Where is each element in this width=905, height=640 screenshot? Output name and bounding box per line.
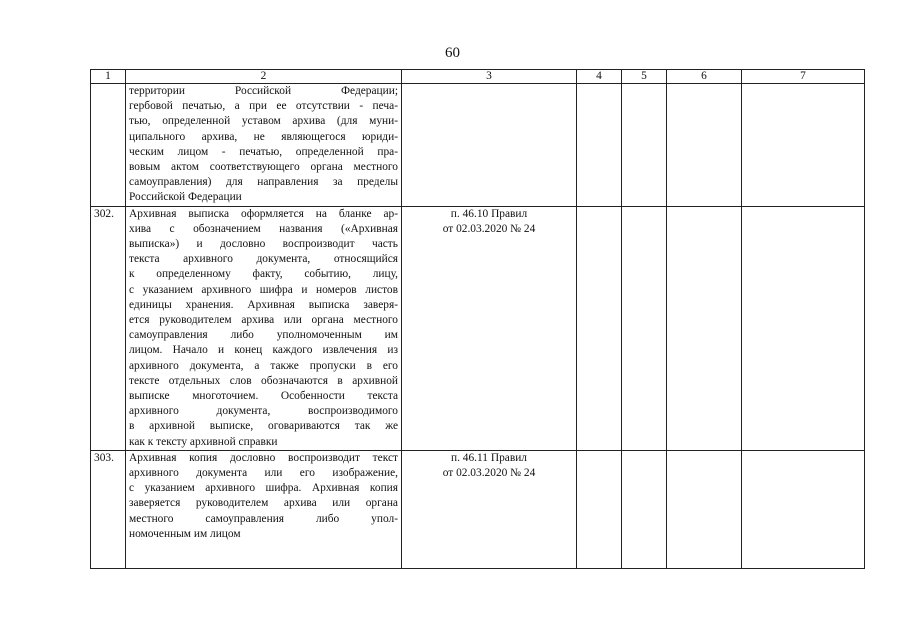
row-reference [402, 206, 577, 450]
text-line: гербовой печатью, а при ее отсутствии - печа- [129, 100, 398, 113]
text-line: к определенному факту, событию, лицу, [129, 268, 398, 281]
reference-line: п. 46.11 Правил [451, 451, 527, 464]
row-cell-5 [622, 450, 667, 568]
row-cell-6 [667, 84, 742, 207]
text-line: Российской Федерации [129, 191, 242, 204]
text-line: ется руководителем архива или органа местного [129, 314, 398, 327]
row-number: 303. [91, 450, 126, 568]
row-cell-6 [667, 206, 742, 450]
row-cell-6 [667, 450, 742, 568]
text-line: номоченным им лицом [129, 527, 241, 540]
text-line: ципального архива, не являющегося юриди- [129, 130, 398, 143]
table-row [91, 84, 865, 207]
text-line: лицом. Начало и конец каждого извлечения из [129, 344, 398, 357]
text-line: выписка») и дословно воспроизводит часть [129, 238, 398, 251]
text-line: как к тексту архивной справки [129, 435, 278, 448]
text-line: вовым актом соответствующего органа местного [129, 161, 398, 174]
reference-line: от 02.03.2020 № 24 [442, 467, 536, 480]
row-reference [402, 84, 577, 207]
text-line: ческим лицом - печатью, определенной пра- [129, 145, 398, 158]
row-cell-4 [577, 206, 622, 450]
column-header-5: 5 [622, 70, 667, 84]
text-line: территории Российской Федерации; [129, 85, 398, 97]
text-line: Архивная копия дословно воспроизводит текст [129, 451, 398, 464]
row-number [91, 84, 126, 207]
text-line: архивного документа, а также пропуски в его [129, 359, 398, 372]
row-cell-5 [622, 206, 667, 450]
row-reference [402, 450, 577, 568]
reference-line: п. 46.10 Правил [450, 207, 528, 220]
text-line: Архивная выписка оформляется на бланке ар- [129, 207, 398, 220]
table-row [91, 206, 865, 450]
row-cell-4 [577, 450, 622, 568]
text-line: с указанием архивного шифра и номеров листов [129, 283, 398, 296]
column-header-4: 4 [577, 70, 622, 84]
row-cell-7 [742, 450, 865, 568]
text-line: в архивной выписке, оговариваются так же [129, 420, 398, 433]
column-header-6: 6 [667, 70, 742, 84]
text-line: хива с обозначением названия («Архивная [129, 222, 398, 235]
text-line: самоуправления либо уполномоченным им [129, 329, 398, 342]
text-line: местного самоуправления либо упол- [129, 512, 398, 525]
row-text [126, 84, 402, 207]
row-cell-4 [577, 84, 622, 207]
reference-line: от 02.03.2020 № 24 [442, 222, 536, 235]
table-row [91, 450, 865, 568]
text-line: выписке многоточием. Особенности текста [129, 390, 398, 403]
column-header-3: 3 [402, 70, 577, 84]
row-text [126, 450, 402, 568]
text-line: тью, определенной уставом архива (для муни- [129, 115, 398, 128]
text-line: самоуправления) для направления за пределы [129, 176, 398, 189]
column-header-7: 7 [742, 70, 865, 84]
column-header-2: 2 [126, 70, 402, 84]
text-line: заверяется руководителем архива или органа [129, 497, 398, 510]
text-line: тексте отдельных слов обозначаются в архивной [129, 374, 398, 387]
text-line: текста архивного документа, относящийся [129, 253, 398, 266]
column-header-row [91, 70, 865, 84]
text-line: архивного документа, воспроизводимого [129, 405, 398, 418]
row-cell-7 [742, 84, 865, 207]
row-text [126, 206, 402, 450]
text-line: с указанием архивного шифра. Архивная копия [129, 482, 398, 495]
text-line: архивного документа или его изображение, [129, 467, 398, 480]
row-cell-7 [742, 206, 865, 450]
page-number: 60 [445, 45, 460, 61]
column-header-1: 1 [91, 70, 126, 84]
document-table [90, 69, 865, 569]
text-line: единицы хранения. Архивная выписка заверя- [129, 298, 398, 311]
row-number: 302. [91, 206, 126, 450]
row-cell-5 [622, 84, 667, 207]
